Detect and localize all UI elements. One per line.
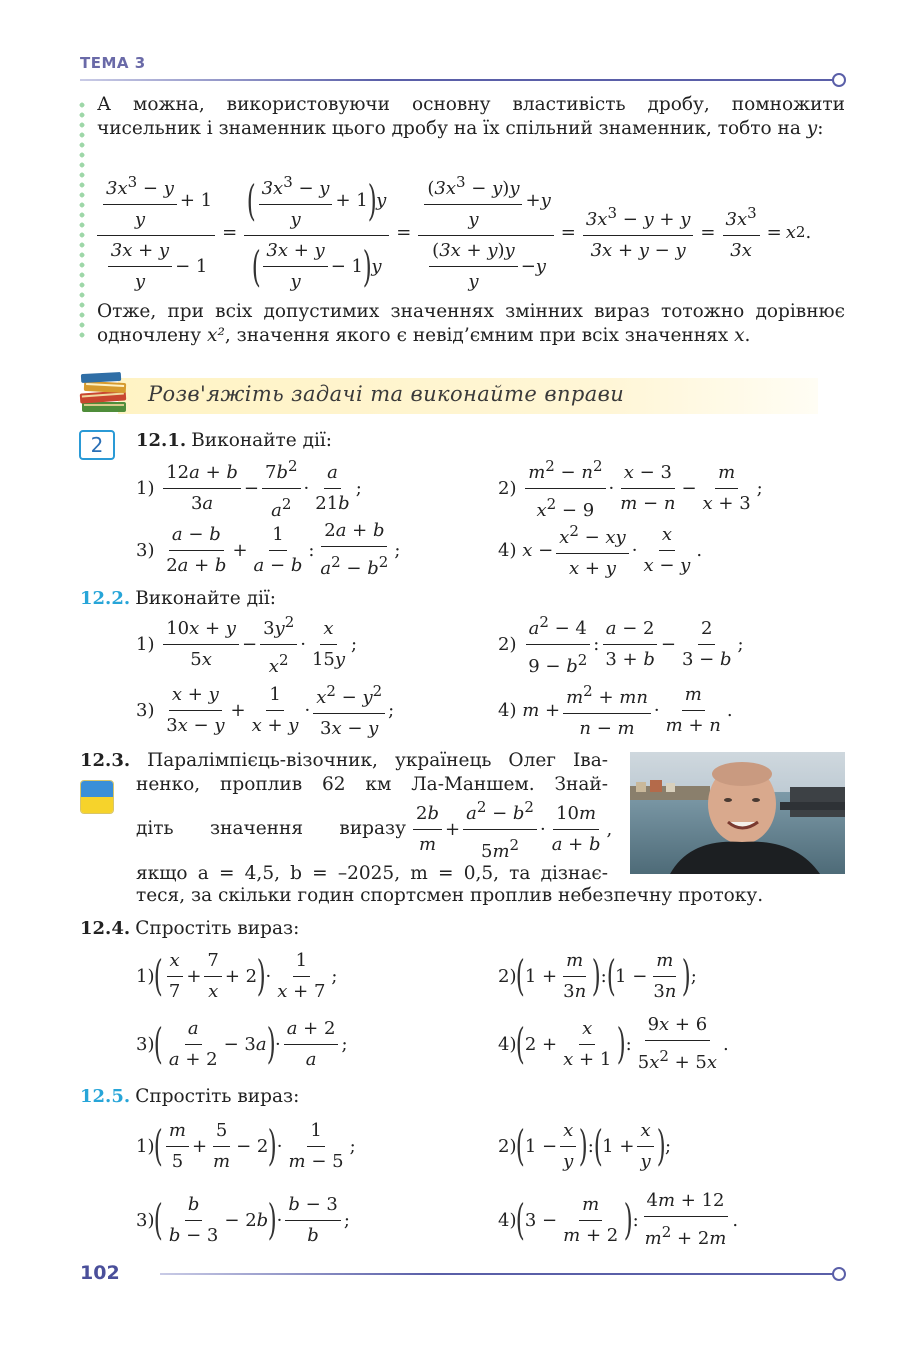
task-12-3-line-3: діть значення виразу	[136, 818, 406, 839]
athlete-photo	[630, 752, 845, 874]
intro-colon: :	[817, 118, 824, 139]
eq-frac-5: $\frac{3x^3}{3x}$	[723, 201, 760, 263]
conclusion-text-1: Отже, при всіх допустимих значеннях змінних вираз тотожно дорівнює одночлену	[97, 301, 845, 346]
task-12-5-item-1: 1) ( $\frac{m}{5}$ + $\frac{5}{m}$ − 2 ) · $\frac{1}{m - 5}$ ;	[136, 1119, 356, 1172]
intro-var: y	[806, 118, 818, 139]
task-12-3-line-2: ненко, проплив 62 км Ла-Маншем. Знай-	[136, 774, 608, 795]
conclusion-x: x	[734, 325, 745, 346]
eq-frac-3: $\frac{(3x^3 - y)y}{y}$ + y $\frac{(3x + y)y}{y}$ − y	[418, 170, 553, 294]
topic-label: ТЕМА 3	[80, 54, 146, 72]
task-12-1-item-2: 2) $\frac{m^2 - n^2}{x^2 - 9}$ · $\frac{x - 3}{m - n}$ − $\frac{m}{x + 3}$ ;	[498, 458, 763, 518]
task-number: 12.2.	[80, 588, 131, 609]
task-12-2-item-1: 1) $\frac{10x + y}{5x}$ − $\frac{3y^2}{x^2}$ · $\frac{x}{15y}$ ;	[136, 614, 357, 674]
task-12-5-header	[80, 1086, 299, 1107]
ukraine-flag-icon	[80, 780, 114, 814]
books-icon	[78, 370, 136, 420]
task-12-2-item-2: 2) $\frac{a^2 - 4}{9 - b^2}$ : $\frac{a - 2}{3 + b}$ − $\frac{2}{3 - b}$ ;	[498, 614, 744, 674]
conclusion-x2: x²	[207, 325, 225, 346]
task-12-1-item-1: 1) $\frac{12a + b}{3a}$ − $\frac{7b^2}{a^2}$ · $\frac{a}{21b}$ ;	[136, 458, 362, 518]
task-12-2-item-4: 4) m + $\frac{m^2 + mn}{n - m}$ · $\frac{m}{m + n}$ .	[498, 680, 733, 740]
task-title: Виконайте дії:	[191, 430, 333, 451]
eq-frac-4: $\frac{3x^3 - y + y}{3x + y - y}$	[583, 201, 694, 263]
conclusion-text-3: .	[744, 325, 751, 346]
task-12-4-item-3: 3) ( $\frac{a}{a + 2}$ − 3 a ) · $\frac{a + 2}{a}$ ;	[136, 1017, 348, 1070]
task-title: Виконайте дії:	[135, 588, 277, 609]
eq-frac-2: ( $\frac{3x^3 - y}{y}$ + 1 ) y ( $\frac{3x + y}{y}$ − 1 ) y	[244, 170, 389, 294]
task-12-4-item-2: 2) ( 1 + $\frac{m}{3n}$ ) : ( 1 − $\frac{m}{3n}$ ) ;	[498, 949, 697, 1002]
task-12-4-header	[80, 918, 299, 939]
task-12-3-line-5: теся, за скільки годин спортсмен проплив небезпечну протоку.	[136, 885, 764, 906]
task-number: 12.3.	[80, 750, 131, 771]
task-12-3-line-4: якщо a = 4,5, b = –2025, m = 0,5, та дізнає-	[136, 863, 608, 884]
task-12-1-header	[136, 430, 332, 451]
green-dots-margin	[79, 100, 85, 340]
task-12-1-item-3: 3) $\frac{a - b}{2a + b}$ + $\frac{1}{a - b}$ : $\frac{2a + b}{a^2 - b^2}$ ;	[136, 520, 401, 579]
task-number: 12.5.	[80, 1086, 131, 1107]
task-12-2-item-3: 3) $\frac{x + y}{3x - y}$ + $\frac{1}{x + y}$ · $\frac{x^2 - y^2}{3x - y}$ ;	[136, 680, 394, 740]
intro-text: А можна, використовуючи основну властивість дробу, помножити чисельник і знаменник цього дробу на їх спільний знаменник, тобто на	[97, 94, 845, 139]
task-number: 12.4.	[80, 918, 131, 939]
header-rule	[80, 79, 834, 81]
task-12-5-item-2: 2) ( 1 − $\frac{x}{y}$ ) : ( 1 + $\frac{x}{y}$ ) ;	[498, 1119, 672, 1172]
task-number: 12.1.	[136, 430, 187, 451]
task-12-2-header	[80, 588, 276, 609]
task-12-4-item-4: 4) ( 2 + $\frac{x}{x + 1}$ ) : $\frac{9x + 6}{5x^2 + 5x}$ .	[498, 1014, 729, 1073]
task-title: Спростіть вираз:	[135, 1086, 300, 1107]
footer-rule-ring	[832, 1267, 846, 1281]
footer-rule	[160, 1273, 834, 1275]
task-text: Паралімпієць-візочник, українець Олег Іва-	[147, 750, 608, 771]
task-title: Спростіть вираз:	[135, 918, 300, 939]
task-12-3-expression: $\frac{2b}{m}$ + $\frac{a^2 - b^2}{5m^2}$ · $\frac{10m}{a + b}$ ,	[410, 800, 612, 858]
task-12-4-item-1: 1) ( $\frac{x}{7}$ + $\frac{7}{x}$ + 2 ) · $\frac{1}{x + 7}$ ;	[136, 949, 338, 1002]
task-12-5-item-3: 3) ( $\frac{b}{b - 3}$ − 2 b ) · $\frac{b - 3}{b}$ ;	[136, 1193, 350, 1246]
difficulty-level-badge: 2	[79, 430, 115, 460]
task-12-5-item-4: 4) ( 3 − $\frac{m}{m + 2}$ ) : $\frac{4m + 12}{m^2 + 2m}$ .	[498, 1190, 739, 1249]
header-rule-ring	[832, 73, 846, 87]
conclusion-text-2: , значення якого є невід’ємним при всіх значеннях	[224, 325, 735, 346]
task-12-1-item-4: 4) x − $\frac{x^2 - xy}{x + y}$ · $\frac{x}{x - y}$ .	[498, 520, 702, 580]
exercises-banner	[78, 370, 818, 420]
banner-text: Розв'яжіть задачі та виконайте вправи	[148, 382, 625, 406]
intro-paragraph	[97, 93, 845, 141]
main-equation: $\frac{3x^3 - y}{y}$ + 1 $\frac{3x + y}{y}$ − 1 = ( $\frac{3x^3 - y}{y}$ + 1 ) y ( $\frac{3x + y}{y}$ − 1 ) y = $\frac{(3x^3 - y)y}{y}$ + y $\frac{(3x + y)y}{y}$ − y = $\frac{3x^3 - y + y}{3x + y - y}$ = $\frac{3x^3}{3x}$ = x 2 .	[94, 172, 811, 292]
page-number: 102	[80, 1262, 120, 1284]
task-12-3-line-1	[80, 749, 608, 773]
eq-frac-1: $\frac{3x^3 - y}{y}$ + 1 $\frac{3x + y}{y}$ − 1	[97, 170, 215, 294]
conclusion-paragraph	[97, 300, 845, 348]
